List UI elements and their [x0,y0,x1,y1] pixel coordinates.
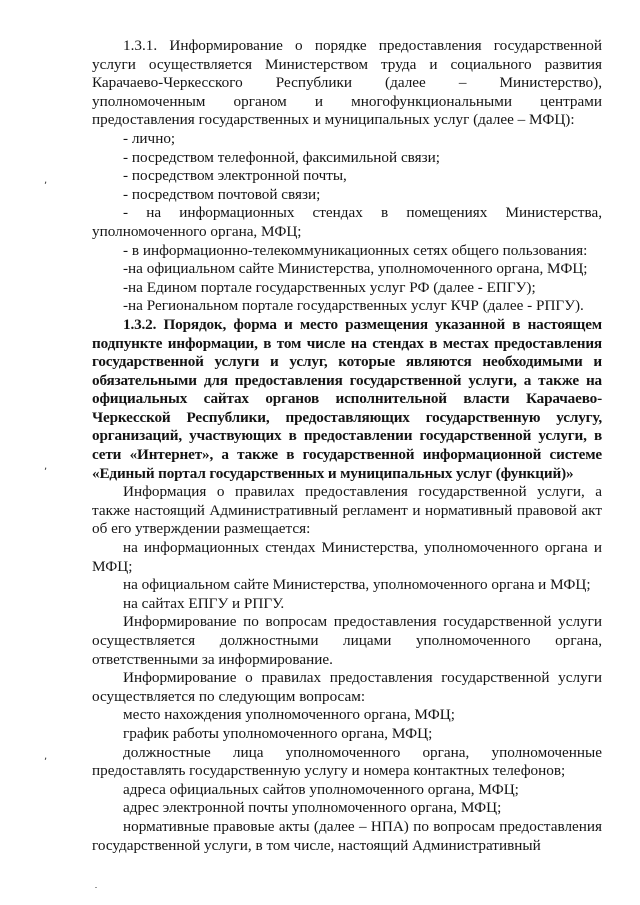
list-item: место нахождения уполномоченного органа, МФЦ; [123,706,455,724]
list-item: -на Региональном портале государственных услуг КЧР (далее - РПГУ). [123,297,584,315]
list-item: - посредством телефонной, факсимильной связи; [123,148,440,166]
list-item: нормативные правовые акты (далее – НПА) по вопросам предоставления государственной услуги, в том числе, настоящий Административный [92,817,602,854]
placement-list [92,539,602,613]
paragraph-info-placement: Информация о правилах предоставления государственной услуги, а также настоящий Административный регламент и нормативный правовой акт об его утверждении размещается: [92,483,602,538]
questions-list [92,706,602,855]
list-item: - на информационных стендах в помещениях Министерства, уполномоченного органа, МФЦ; [92,204,602,240]
list-item: - лично; [123,129,176,147]
list-item: адрес электронной почты уполномоченного органа, МФЦ; [123,799,502,817]
margin-mark-2: , [44,461,48,472]
paragraph-1-3-1: 1.3.1. Информирование о порядке предоставления государственной услуги осуществляется Министерством труда и социального развития Карачаево-Черкесского Республики (далее – Министерство), уполномоченным органом и многофункциональными центрами предоставления государственных и муниципальных услуг (далее – МФЦ): [92,37,602,129]
list-item: - посредством почтовой связи; [123,185,321,203]
margin-mark-1: , [44,175,48,186]
channels-list [92,130,602,316]
list-item: - в информационно-телекоммуникационных сетях общего пользования: [123,241,588,259]
list-item: на официальном сайте Министерства, уполномоченного органа и МФЦ; [123,576,591,594]
margin-mark-3: , [44,751,48,762]
list-item: график работы уполномоченного органа, МФЦ; [123,724,433,742]
paragraph-informing-questions: Информирование о правилах предоставления государственной услуги осуществляется по следующим вопросам: [92,669,602,705]
list-item: на информационных стендах Министерства, уполномоченного органа и МФЦ; [92,539,602,575]
list-item: - посредством электронной почты, [123,167,347,185]
list-item: адреса официальных сайтов уполномоченного органа, МФЦ; [123,780,519,798]
document-page [92,37,602,855]
list-item: должностные лица уполномоченного органа, уполномоченные предоставлять государственную услугу и номера контактных телефонов; [92,743,602,780]
paragraph-informing-officials: Информирование по вопросам предоставления государственной услуги осуществляется должностными лицами уполномоченного органа, ответственными за информирование. [92,613,602,668]
list-item: на сайтах ЕПГУ и РПГУ. [123,594,285,612]
scan-artifact [95,887,97,888]
paragraph-1-3-2-heading: 1.3.2. Порядок, форма и место размещения указанной в настоящем подпункте информации, в том числе на стендах в местах предоставления государственной услуги и услуг, которые являются необходимыми и обязательными для предоставления государственной услуги, а также на официальных сайтах органов исполнительной власти Карачаево-Черкесской Республики, предоставляющих государственную услугу, организаций, участвующих в предоставлении государственной услуги, в сети «Интернет», а также в государственной информационной системе «Единый портал государственных и муниципальных услуг (функций)» [92,315,602,482]
list-item: -на Едином портале государственных услуг РФ (далее - ЕПГУ); [123,278,536,296]
list-item: -на официальном сайте Министерства, уполномоченного органа, МФЦ; [123,260,588,278]
